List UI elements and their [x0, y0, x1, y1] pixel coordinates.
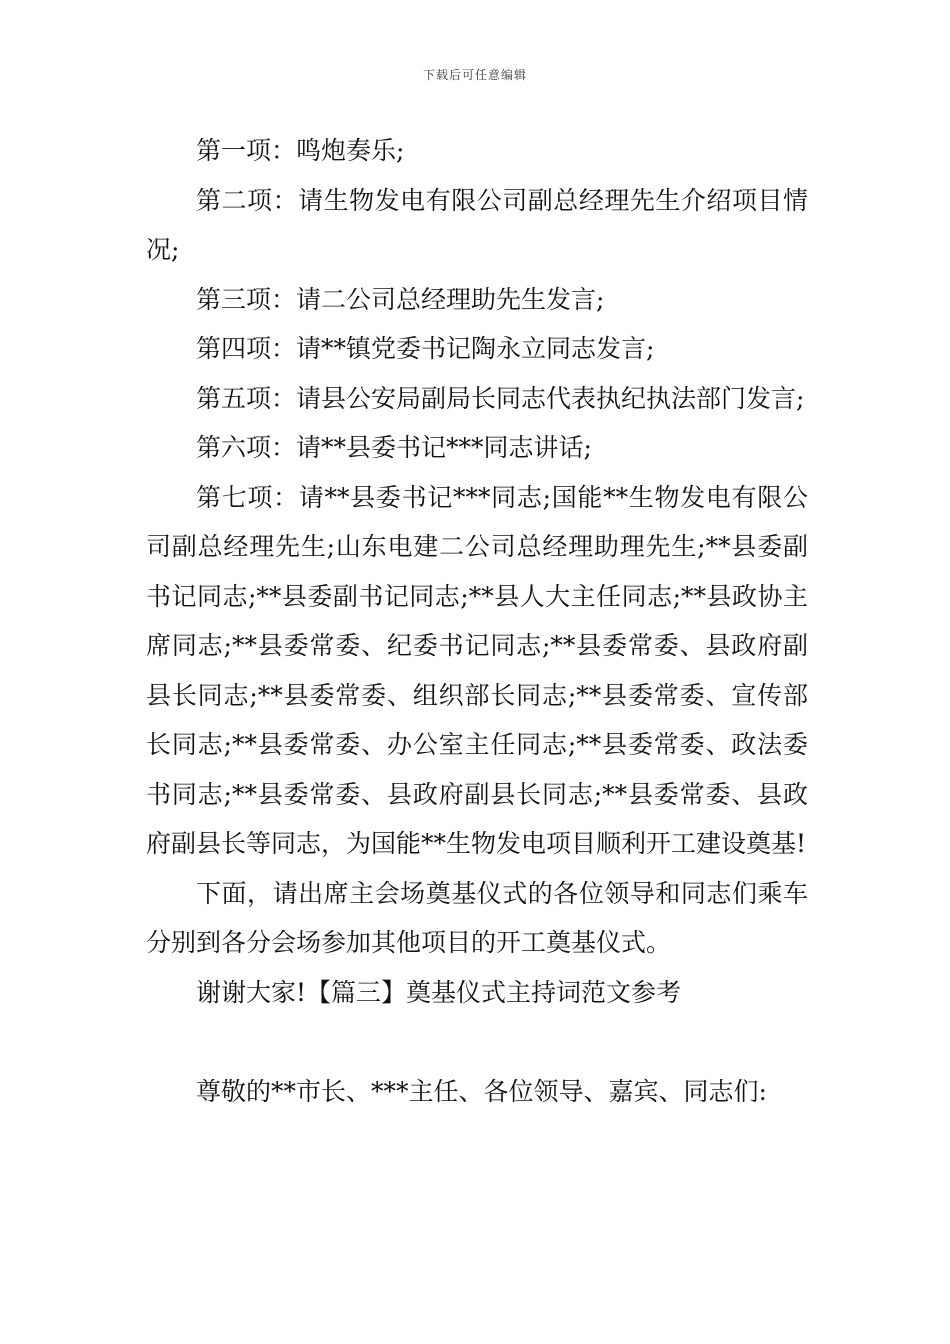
paragraph-item-8: 下面，请出席主会场奠基仪式的各位领导和同志们乘车分别到各分会场参加其他项目的开工奠基仪式。	[146, 878, 808, 957]
paragraph-item-3: 第三项：请二公司总经理助先生发言;	[196, 284, 605, 314]
page-header: 下载后可任意编辑	[422, 68, 527, 82]
paragraph-item-4: 第四项：请**镇党委书记陶永立同志发言;	[196, 334, 655, 363]
document-body	[146, 126, 808, 1116]
blank-line	[146, 1017, 808, 1067]
paragraph-item-9: 谢谢大家!【篇三】奠基仪式主持词范文参考	[196, 977, 682, 1007]
paragraph-item-salutation: 尊敬的**市长、***主任、各位领导、嘉宾、同志们:	[196, 1076, 767, 1106]
paragraph-item-2: 第二项：请生物发电有限公司副总经理先生介绍项目情况;	[146, 185, 808, 264]
paragraph-item-5: 第五项：请县公安局副局长同志代表执纪执法部门发言;	[196, 383, 805, 413]
paragraph-item-6: 第六项：请**县委书记***同志讲话;	[196, 433, 592, 462]
paragraph-item-7: 第七项：请**县委书记***同志;国能**生物发电有限公司副总经理先生;山东电建二公司总经理助理先生;**县委副书记同志;**县委副书记同志;**县人大主任同志;**县政协主席同志;**县委常委、纪委书记同志;**县委常委、县政府副县长同志;**县委常委、组织部长同志;**县委常委、宣传部长同志;**县委常委、办公室主任同志;**县委常委、政法委书同志;**县委常委、县政府副县长同志;**县委常委、县政府副县长等同志，为国能**生物发电项目顺利开工建设奠基!	[146, 482, 808, 858]
paragraph-item-1: 第一项：鸣炮奏乐;	[196, 136, 405, 165]
